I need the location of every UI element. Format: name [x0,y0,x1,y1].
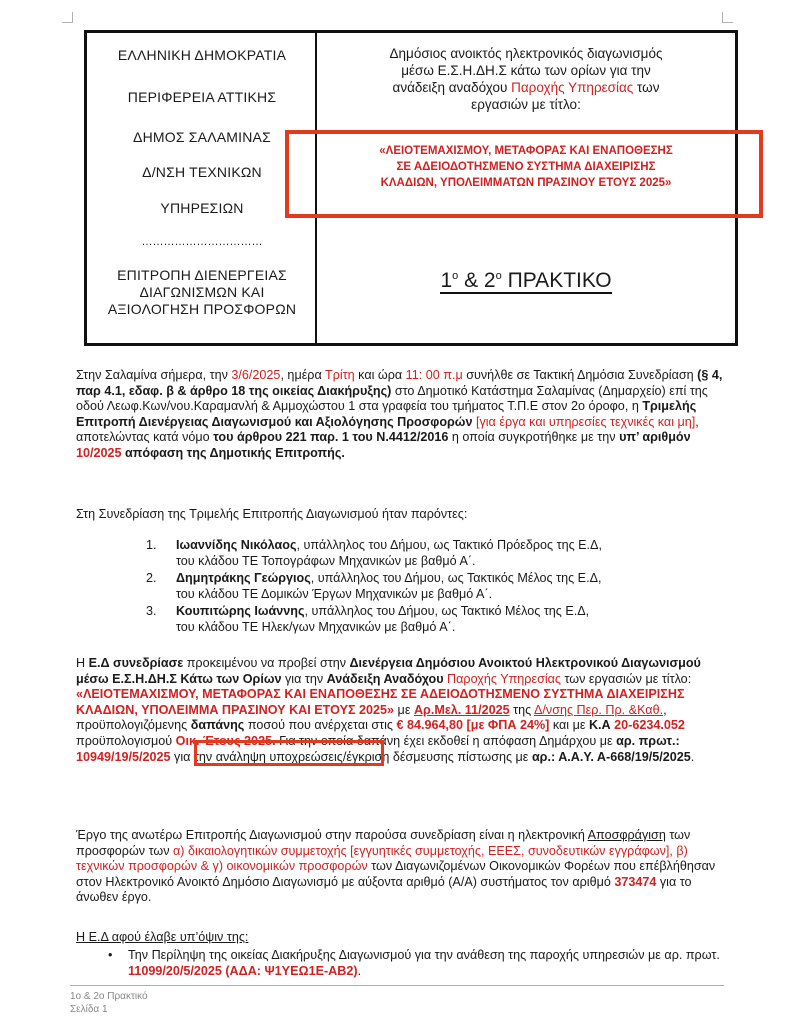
session-paragraph: Η Ε.Δ συνεδρίασε προκειμένου να προβεί στην Διενέργεια Δημόσιου Ανοικτού Ηλεκτρονικού Διαγωνισμού μέσω Ε.Σ.Η.ΔΗ.Σ Κάτω των Ορίων για την Ανάδειξη Αναδόχου Παροχής Υπηρεσίας των εργασιών με τίτλο: «ΛΕΙΟΤΕΜΑΧΙΣΜΟΥ, ΜΕΤΑΦΟΡΑΣ ΚΑΙ ΕΝΑΠΟΘΕΣΗΣ ΣΕ ΑΔΕΙΟΔΟΤΗΣΜΕΝΟ ΣΥΣΤΗΜΑ ΔΙΑΧΕΙΡΙΣΗΣ ΚΛΑΔΙΩΝ, ΥΠΟΛΕΙΜΜΑ ΠΡΑΣΙΝΟΥ ΚΑΙ ΕΤΟΥΣ 2025» με Αρ.Μελ. 11/2025 της Δ/νσης Περ. Πρ. &Καθ., προϋπολογιζόμενης δαπάνης ποσού που ανέρχεται στις € 84.964,80 [με ΦΠΑ 24%] και με Κ.Α 20-6234.052 προϋπολογισμού Οικ. Έτους 2025. Για την οποία δαπάνη έχει εκδοθεί η απόφαση Δημάρχου με αρ. πρωτ.: 10949/19/5/2025 για την ανάληψη υποχρεώσεις/έγκριση δέσμευσης πίστωσης με αρ.: Α.Α.Υ. Α-668/19/5/2025. [76,656,701,764]
subject-text [317,45,735,113]
subject-line: εργασιών με τίτλο: [471,97,581,112]
issuer-line: ΔΗΜΟΣ ΣΑΛΑΜΙΝΑΣ [133,129,271,145]
document-title: $1^o$ & $2^o$ ΠΡΑΚΤΙΚΟ [440,269,612,292]
considerations-list [98,948,724,979]
issuer-block [87,33,317,343]
page-footer [70,990,148,1016]
intro-paragraph: Στην Σαλαμίνα σήμερα, την 3/6/2025, ημέρα Τρίτη και ώρα 11: 00 π.μ συνήλθε σε Τακτική Δημόσια Συνεδρίαση (§ 4, παρ 4.1, εδαφ. β & άρθρο 18 της οικείας Διακήρυξης) στο Δημοτικό Κατάστημα Σαλαμίνας (Δημαρχείο) επί της οδού Λεωφ.Κων/νου.Καραμανλή & Αμμοχώστου 1 στα γραφεία του τμήματος Τ.Π.Ε στον 2ο όροφο, η Τριμελής Επιτροπή Διενέργειας Διαγωνισμού και Αξιολόγησης Προσφορών [για έργα και υπηρεσίες τεχνικές και μη], αποτελώντας κατά νόμο του άρθρου 221 παρ. 1 του Ν.4412/2016 η οποία συγκροτήθηκε με την υπ’ αριθμόν 10/2025 απόφαση της Δημοτικής Επιτροπής. [76,368,723,460]
title-highlight-box [285,130,763,218]
page-number: Σελίδα 1 [70,1004,108,1015]
separator-dots: …………………………… [141,236,263,248]
page-corner-mark [62,12,73,23]
subject-line: μέσω Ε.Σ.Η.ΔΗ.Σ κάτω των ορίων για την [401,63,651,78]
project-title: «ΛΕΙΟΤΕΜΑΧΙΣΜΟΥ, ΜΕΤΑΦΟΡΑΣ ΚΑΙ ΕΝΑΠΟΘΕΣΗΣ ΣΕ ΑΔΕΙΟΔΟΤΗΣΜΕΝΟ ΣΥΣΤΗΜΑ ΔΙΑΧΕΙΡΙΣΗΣ ΚΛΑΔΙΩΝ, ΥΠΟΛΕΙΜΜΑΤΩΝ ΠΡΑΣΙΝΟΥ ΕΤΟΥΣ 2025» [379,145,673,189]
list-item: 1. Ιωαννίδης Νικόλαος, υπάλληλος του Δήμου, ως Τακτικό Πρόεδρος της Ε.Δ, του κλάδου ΤΕ Τοπογράφων Μηχανικών με βαθμό Α΄. [146,538,602,568]
list-item: 3. Κουπιτώρης Ιωάννης, υπάλληλος του Δήμου, ως Τακτικό Μέλος της Ε.Δ, του κλάδου ΤΕ Ηλεκ/γων Μηχανικών με βαθμό Α΄. [146,604,590,634]
footer-divider [70,985,724,986]
committee-line: ΑΞΙΟΛΟΓΗΣΗ ΠΡΟΣΦΟΡΩΝ [107,301,297,317]
subject-line: ανάδειξη αναδόχου Παροχής Υπηρεσίας των [392,80,660,95]
issuer-line: ΠΕΡΙΦΕΡΕΙΑ ΑΤΤΙΚΗΣ [127,89,277,105]
committee-line: ΔΙΑΓΩΝΙΣΜΩΝ ΚΑΙ [139,284,265,300]
members-list [146,538,706,636]
issuer-line: ΥΠΗΡΕΣΙΩΝ [160,200,244,216]
issuer-line: Δ/ΝΣΗ ΤΕΧΝΙΚΩΝ [142,164,262,180]
committee-line: ΕΠΙΤΡΟΠΗ ΔΙΕΝΕΡΓΕΙΑΣ [117,267,287,283]
issuer-line: ΕΛΛΗΝΙΚΗ ΔΗΜΟΚΡΑΤΙΑ [117,47,287,63]
footer-title: 1ο & 2ο Πρακτικό [70,991,148,1002]
amount-highlight-box [194,740,384,766]
task-paragraph: Έργο της ανωτέρω Επιτροπής Διαγωνισμού στην παρούσα συνεδρίαση είναι η ηλεκτρονική Αποσφράγιση των προσφορών των α) δικαιολογητικών συμμετοχής [εγγυητικές συμμετοχής, ΕΕΕΣ, συνοδευτικών εγγράφων], β) τεχνικών προσφορών & γ) οικονομικών προσφορών των Διαγωνιζομένων Οικονομικών Φορέων που επέβλήθησαν στον Ηλεκτρονικό Ανοικτό Δημόσιο Διαγωνισμό με αύξοντα αριθμό (Α/Α) συστήματος τον αριθμό 373474 για το άνωθεν έργο. [76,828,716,905]
attendees-heading: Στη Συνεδρίαση της Τριμελής Επιτροπής Διαγωνισμού ήταν παρόντες: [76,507,468,521]
subject-line: Δημόσιος ανοικτός ηλεκτρονικός διαγωνισμός [389,46,663,61]
list-item: 2. Δημητράκης Γεώργιος, υπάλληλος του Δήμου, ως Τακτικός Μέλος της Ε.Δ, του κλάδου ΤΕ Δομικών Έργων Μηχανικών με βαθμό Α΄. [146,571,602,601]
list-item: • Την Περίληψη της οικείας Διακήρυξης Διαγωνισμού για την ανάθεση της παροχής υπηρεσιών με αρ. πρωτ. 11099/20/5/2025 (ΑΔΑ: Ψ1ΥΕΩ1Ε-ΑΒ2). [108,948,720,978]
considerations-heading: Η Ε.Δ αφού έλαβε υπ’όψιν της: [76,930,249,944]
page-corner-mark [722,12,733,23]
